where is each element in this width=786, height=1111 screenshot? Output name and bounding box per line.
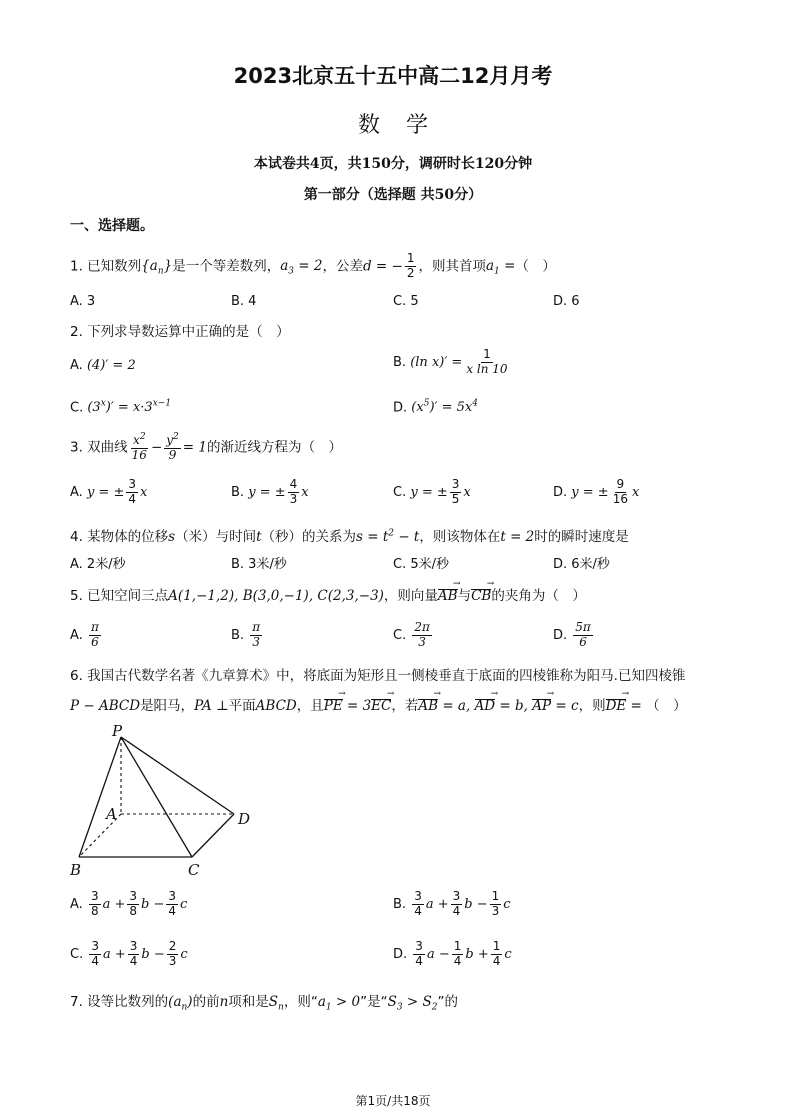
label-p: P [112, 722, 123, 740]
q1-option-b[interactable]: B. 4 [231, 294, 257, 309]
subject-title: 数学 [357, 113, 454, 138]
q1-option-d[interactable]: D. 6 [553, 294, 580, 309]
question-6-line1: 6. 我国古代数学名著《九章算术》中，将底面为矩形且一侧棱垂直于底面的四棱锥称为阳马.已知四棱锥 [70, 668, 686, 684]
question-4: 4. 某物体的位移s（米）与时间t（秒）的关系为$s = t^2 - t$，则该物体在t = 2时的瞬时速度是 [70, 528, 629, 545]
part-heading: 第一部分（选择题 共50分） [303, 187, 483, 203]
q3-option-b[interactable]: B. y = ± $\frac{4}{3}$ x [231, 477, 309, 506]
question-7: 7. 设等比数列的$(a_n)$的前n项和是$S_n$，则“$a_1 > 0$”是“$S_3 > S_2$”的 [70, 994, 458, 1013]
exam-info: 本试卷共4页，共150分，调研时长120分钟 [253, 156, 533, 172]
edge-pd [121, 737, 234, 814]
q4-option-a[interactable]: A. 2米/秒 [70, 557, 126, 572]
q2-option-c[interactable]: C. $(3^x)' = x\cdot 3^{x-1}$ [70, 399, 172, 416]
page-footer: 第1页/共18页 [355, 1094, 431, 1108]
question-1: 1. 已知数列$\{a_n\}$是一个等差数列，$a_3 = 2$，公差d = − $\frac{1}{2}$ ，则其首项$a_1$ =（ ） [70, 251, 556, 280]
question-2: 2. 下列求导数运算中正确的是（ ） [70, 324, 290, 340]
label-a: A [106, 805, 117, 823]
question-6-line2: P − ABCD是阳马，PA ⊥平面ABCD，且PE → = 3EC →，若AB → = a, AD → = b, AP → = c，则DE → = （ ） [70, 694, 687, 714]
edge-cd [192, 814, 234, 857]
q5-option-b[interactable]: B. $\frac{\pi}{3}$ [231, 620, 261, 649]
q5-option-d[interactable]: D. $\frac{5\pi}{6}$ [553, 620, 591, 649]
q6-option-d[interactable]: D. $\frac{3}{4}$ a − $\frac{1}{4}$ b + $\frac{1}{4}$ c [393, 939, 512, 968]
q1-option-a[interactable]: A. 3 [70, 294, 96, 309]
q4-option-d[interactable]: D. 6米/秒 [553, 557, 610, 572]
q3-option-a[interactable]: A. y = ± $\frac{3}{4}$ x [70, 477, 148, 506]
pyramid-figure [64, 722, 264, 882]
exam-title: 2023北京五十五中高二12月月考 [233, 64, 553, 88]
q2-option-d[interactable]: D. $(x^5)' = 5x^4$ [393, 399, 478, 416]
label-d: D [238, 810, 251, 828]
question-5: 5. 已知空间三点A(1,−1,2), B(3,0,−1), C(2,3,−3)，则向量AB →与CB →的夹角为（ ） [70, 584, 586, 604]
q3-option-c[interactable]: C. y = ± $\frac{3}{5}$ x [393, 477, 471, 506]
q2-option-a[interactable]: A. (4)′ = 2 [70, 358, 136, 373]
label-b: B [70, 861, 82, 879]
q4-option-c[interactable]: C. 5米/秒 [393, 557, 449, 572]
q5-option-c[interactable]: C. $\frac{2\pi}{3}$ [393, 620, 430, 649]
q4-option-b[interactable]: B. 3米/秒 [231, 557, 287, 572]
section-heading: 一、选择题。 [70, 218, 154, 234]
q2-option-b[interactable]: B. (ln x)′ = $\frac{1}{\text{x ln 10}}$ [393, 347, 508, 376]
question-3: 3. 双曲线 $\frac{x^2}{16}$ − $\frac{y^2}{9}$ = 1的渐近线方程为（ ） [70, 432, 342, 462]
edge-pc [121, 737, 192, 857]
label-c: C [188, 861, 200, 879]
q6-option-b[interactable]: B. $\frac{3}{4}$ a + $\frac{3}{4}$ b − $\frac{1}{3}$ c [393, 889, 511, 918]
q6-option-a[interactable]: A. $\frac{3}{8}$ a + $\frac{3}{8}$ b − $\frac{3}{4}$ c [70, 889, 188, 918]
q5-option-a[interactable]: A. $\frac{\pi}{6}$ [70, 620, 99, 649]
q3-option-d[interactable]: D. y = ± $\frac{9}{16}$ x [553, 477, 640, 506]
q1-option-c[interactable]: C. 5 [393, 294, 419, 309]
edge-pb [79, 737, 121, 857]
q6-option-c[interactable]: C. $\frac{3}{4}$ a + $\frac{3}{4}$ b − $\frac{2}{3}$ c [70, 939, 188, 968]
